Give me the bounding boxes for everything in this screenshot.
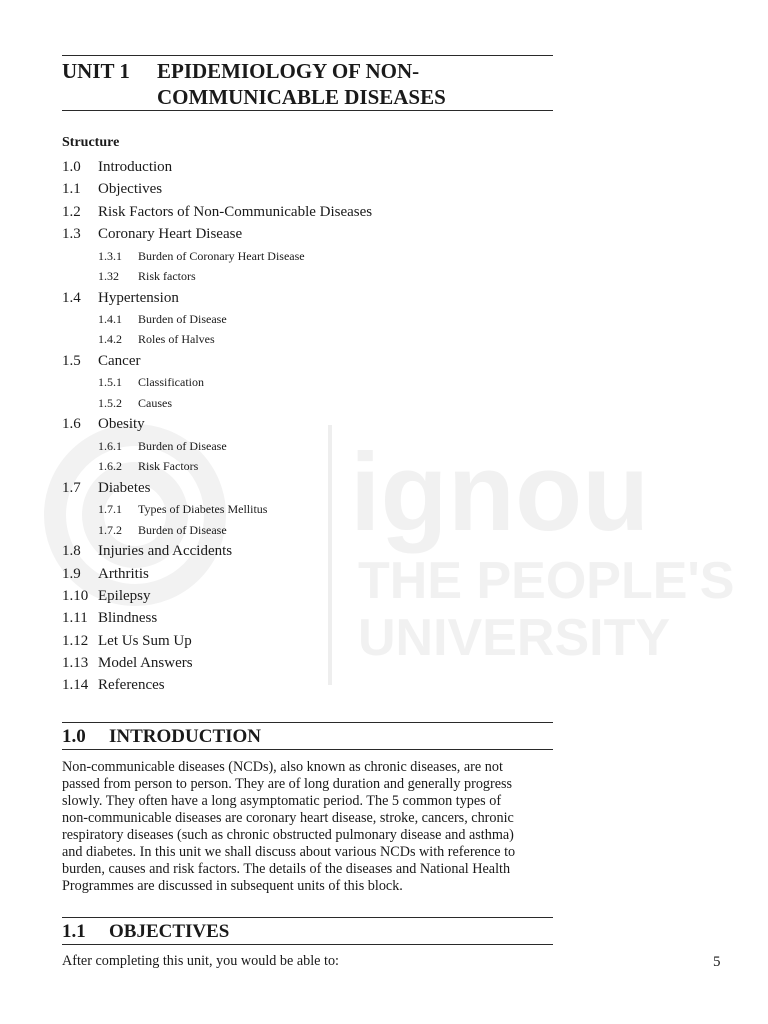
toc-item[interactable] — [62, 630, 553, 652]
toc-item-label: Let Us Sum Up — [98, 632, 192, 649]
toc-item-number: 1.2 — [62, 203, 81, 220]
toc-item[interactable] — [62, 287, 553, 309]
toc-item[interactable] — [62, 652, 553, 674]
title-bottom-rule — [62, 110, 553, 111]
page-number: 5 — [713, 954, 721, 970]
toc-subitem-label: Burden of Disease — [138, 438, 227, 453]
unit-label: UNIT 1 — [62, 59, 130, 83]
toc-subitem-number: 1.5.2 — [98, 395, 122, 410]
unit-title-line-2: COMMUNICABLE DISEASES — [157, 85, 446, 109]
toc-subitem[interactable] — [62, 266, 553, 287]
toc-subitem[interactable] — [62, 456, 553, 477]
toc-subitem-number: 1.7.1 — [98, 502, 122, 517]
toc-item-label: Blindness — [98, 610, 158, 627]
toc-item-label: Risk Factors of Non-Communicable Diseases — [98, 203, 373, 220]
watermark-brand: ignou — [350, 431, 650, 554]
table-of-contents — [62, 156, 553, 697]
toc-item-label: Model Answers — [98, 655, 193, 672]
toc-item[interactable] — [62, 607, 553, 629]
intro-top-rule — [62, 722, 553, 723]
intro-line: passed from person to person. They are of long duration and generally progress — [62, 776, 513, 792]
toc-item-number: 1.0 — [62, 159, 81, 175]
toc-subitem-label: Burden of Coronary Heart Disease — [138, 248, 305, 263]
toc-subitem-label: Burden of Disease — [138, 522, 227, 537]
toc-item-number: 1.12 — [62, 632, 89, 649]
toc-subitem-number: 1.3.1 — [98, 248, 122, 263]
toc-subitem[interactable] — [62, 393, 553, 414]
toc-item-label: Arthritis — [98, 565, 149, 582]
toc-subitem-number: 1.6.1 — [98, 438, 122, 453]
title-top-rule — [62, 55, 553, 56]
toc-item[interactable] — [62, 540, 553, 562]
toc-subitem-label: Causes — [138, 395, 172, 410]
toc-item[interactable] — [62, 413, 553, 435]
toc-item-number: 1.3 — [62, 226, 81, 243]
toc-subitem-label: Classification — [138, 375, 204, 390]
objectives-title: OBJECTIVES — [109, 921, 230, 942]
toc-item-number: 1.4 — [62, 289, 81, 306]
intro-line: and diabetes. In this unit we shall discuss about various NCDs with reference to — [62, 844, 516, 860]
toc-item[interactable] — [62, 156, 553, 178]
toc-item[interactable] — [62, 674, 553, 696]
toc-item[interactable] — [62, 563, 553, 585]
intro-title: INTRODUCTION — [109, 726, 262, 747]
objectives-number: 1.1 — [62, 921, 86, 942]
intro-line: burden, causes and risk factors. The details of the diseases and National Health — [62, 861, 511, 877]
toc-subitem-label: Burden of Disease — [138, 311, 227, 326]
toc-subitem-label: Types of Diabetes Mellitus — [138, 502, 268, 517]
toc-item-number: 1.10 — [62, 587, 89, 604]
toc-item-number: 1.6 — [62, 416, 81, 433]
toc-item-number: 1.14 — [62, 677, 89, 694]
toc-item-label: References — [98, 677, 165, 694]
toc-subitem-number: 1.7.2 — [98, 522, 122, 537]
toc-item-label: Injuries and Accidents — [98, 543, 233, 560]
toc-item-label: Epilepsy — [98, 587, 151, 604]
toc-item[interactable] — [62, 477, 553, 499]
toc-subitem-number: 1.6.2 — [98, 459, 122, 474]
toc-item-label: Introduction — [98, 159, 173, 175]
objectives-top-rule — [62, 917, 553, 918]
toc-subitem[interactable] — [62, 372, 553, 393]
toc-subitem-label: Roles of Halves — [138, 332, 215, 347]
toc-subitem[interactable] — [62, 499, 553, 520]
toc-item-number: 1.9 — [62, 565, 81, 582]
toc-subitem-label: Risk factors — [138, 269, 196, 284]
toc-item-number: 1.7 — [62, 479, 81, 496]
toc-item-number: 1.1 — [62, 181, 81, 198]
toc-item[interactable] — [62, 585, 553, 607]
intro-line: Programmes are discussed in subsequent units of this block. — [62, 878, 403, 894]
toc-subitem-number: 1.5.1 — [98, 375, 122, 390]
toc-subitem[interactable] — [62, 246, 553, 267]
toc-item[interactable] — [62, 223, 553, 245]
objectives-lead: After completing this unit, you would be able to: — [62, 953, 340, 969]
toc-subitem[interactable] — [62, 436, 553, 457]
toc-item[interactable] — [62, 201, 553, 223]
toc-item-number: 1.5 — [62, 352, 81, 369]
toc-item-label: Objectives — [98, 181, 163, 198]
toc-item[interactable] — [62, 350, 553, 372]
watermark-tagline-2: UNIVERSITY — [358, 609, 671, 667]
watermark-tagline-1: THE PEOPLE'S — [358, 552, 735, 610]
toc-item-label: Cancer — [98, 352, 141, 369]
toc-item-label: Coronary Heart Disease — [98, 226, 243, 243]
intro-bottom-rule — [62, 749, 553, 750]
toc-subitem-label: Risk Factors — [138, 459, 199, 474]
toc-subitem-number: 1.32 — [98, 269, 119, 284]
toc-subitem-number: 1.4.2 — [98, 332, 122, 347]
intro-number: 1.0 — [62, 726, 86, 747]
toc-item-number: 1.11 — [62, 610, 88, 627]
structure-heading: Structure — [62, 135, 120, 150]
intro-line: slowly. They often have a long asymptomatic period. The 5 common types of — [62, 793, 502, 809]
toc-item-label: Diabetes — [98, 479, 151, 496]
intro-line: Non-communicable diseases (NCDs), also known as chronic diseases, are not — [62, 759, 503, 775]
toc-item-label: Obesity — [98, 416, 145, 433]
toc-subitem[interactable] — [62, 520, 553, 541]
intro-line: respiratory diseases (such as chronic obstructed pulmonary disease and asthma) — [62, 827, 514, 843]
toc-item-number: 1.13 — [62, 655, 89, 672]
toc-subitem-number: 1.4.1 — [98, 311, 122, 326]
toc-item-number: 1.8 — [62, 543, 81, 560]
intro-line: non-communicable diseases are coronary heart disease, stroke, cancers, chronic — [62, 810, 514, 826]
toc-subitem[interactable] — [62, 329, 553, 350]
unit-title-line-1: EPIDEMIOLOGY OF NON- — [157, 59, 420, 83]
objectives-bottom-rule — [62, 944, 553, 945]
toc-item-label: Hypertension — [98, 289, 179, 306]
toc-item[interactable] — [62, 178, 553, 200]
toc-subitem[interactable] — [62, 309, 553, 330]
intro-paragraph — [62, 759, 553, 895]
